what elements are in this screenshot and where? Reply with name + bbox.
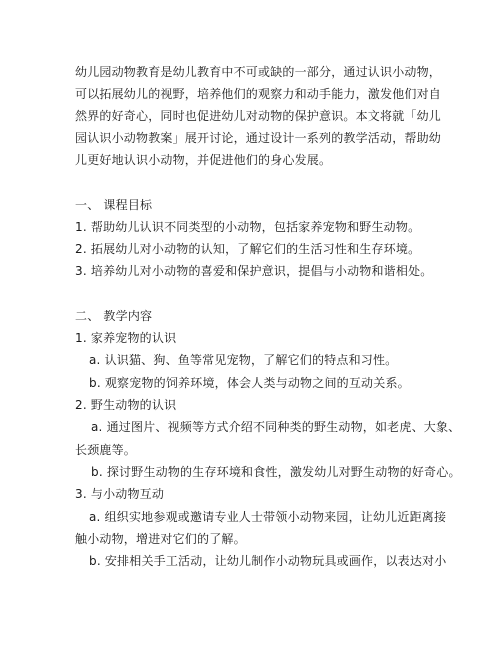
content-sub-2-a-line-2: 长颈鹿等。 [75,443,137,457]
content-sub-1-title: 1. 家养宠物的认识 [75,331,177,345]
section-heading-goals: 一、 课程目标 [75,198,153,212]
content-sub-1-a: a. 认识猫、狗、鱼等常见宠物，了解它们的特点和习性。 [89,353,398,367]
content-sub-2-title: 2. 野生动物的认识 [75,398,177,412]
content-sub-3-title: 3. 与小动物互动 [75,487,165,501]
content-sub-3-b-line-1: b. 安排相关手工活动，让幼儿制作小动物玩具或画作，以表达对小 [89,554,447,568]
content-sub-2-a-line-1: a. 通过图片、视频等方式介绍不同种类的野生动物，如老虎、大象、 [91,420,461,434]
content-sub-1-b: b. 观察宠物的饲养环境，体会人类与动物之间的互动关系。 [89,376,410,390]
content-sub-3-a-line-1: a. 组织实地参观或邀请专业人士带领小动物来园，让幼儿近距离接 [89,510,447,524]
goal-item-2: 2. 拓展幼儿对小动物的认知，了解它们的生活习性和生存环境。 [75,242,421,256]
intro-line-3: 然界的好奇心，同时也促进幼儿对动物的保护意识。本文将就「幼儿 [75,109,442,123]
intro-line-1: 幼儿园动物教育是幼儿教育中不可或缺的一部分，通过认识小动物， [75,65,442,79]
section-heading-content: 二、 教学内容 [75,309,153,323]
goal-item-1: 1. 帮助幼儿认识不同类型的小动物，包括家养宠物和野生动物。 [75,220,421,234]
intro-line-5: 儿更好地认识小动物，并促进他们的身心发展。 [75,153,332,167]
content-sub-3-a-line-2: 触小动物，增进对它们的了解。 [75,532,246,546]
goal-item-3: 3. 培养幼儿对小动物的喜爱和保护意识，提倡与小动物和谐相处。 [75,264,433,278]
content-sub-2-b: b. 探讨野生动物的生存环境和食性，激发幼儿对野生动物的好奇心。 [91,465,461,479]
intro-line-2: 可以拓展幼儿的视野，培养他们的观察力和动手能力，激发他们对自 [75,87,442,101]
intro-line-4: 园认识小动物教案」展开讨论，通过设计一系列的教学活动，帮助幼 [75,131,442,145]
